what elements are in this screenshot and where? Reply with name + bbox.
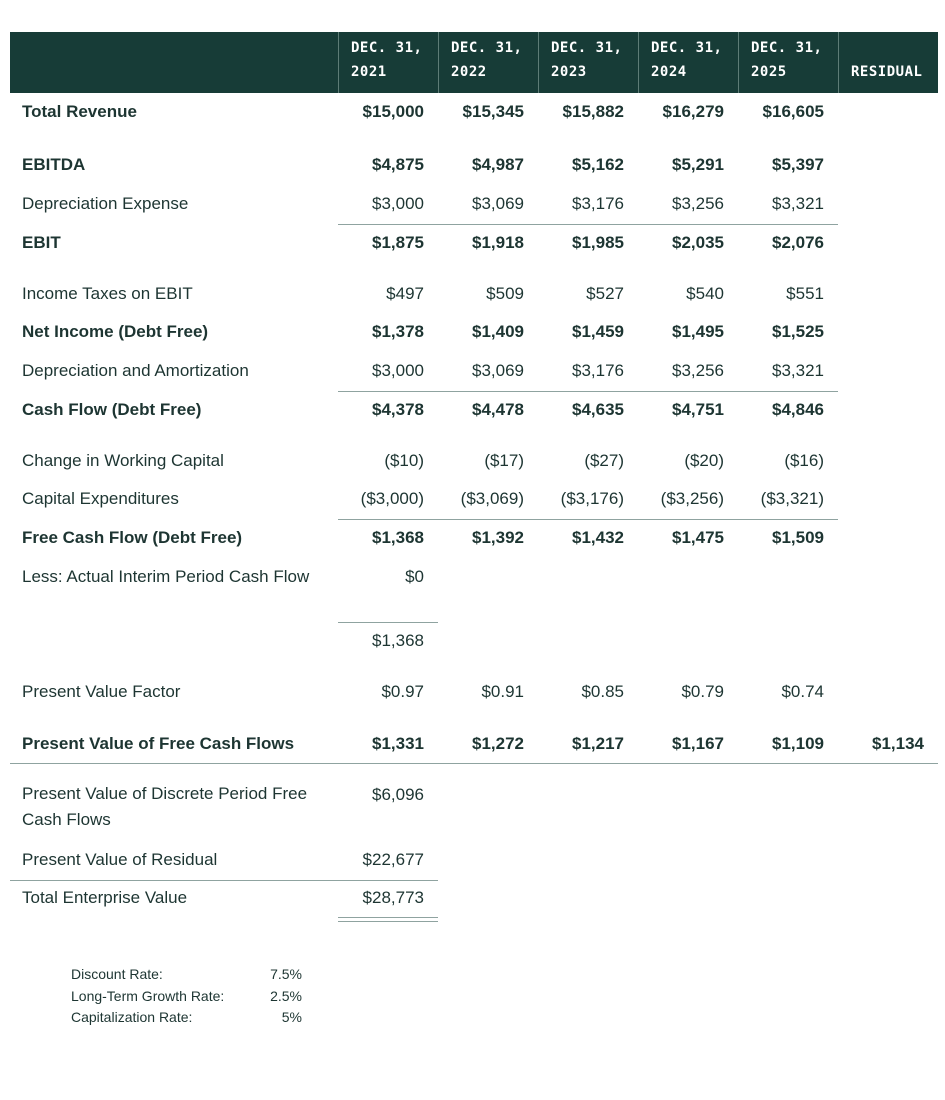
table-cell: $527 bbox=[586, 284, 624, 303]
column-header-3 bbox=[538, 32, 638, 93]
table-cell: $0.91 bbox=[481, 682, 524, 701]
row-label-cash-flow: Cash Flow (Debt Free) bbox=[22, 400, 202, 419]
table-cell: $1,331 bbox=[372, 734, 424, 753]
summary-value-pv-discrete: $6,096 bbox=[372, 785, 424, 804]
table-cell: $1,432 bbox=[572, 528, 624, 547]
table-cell: $1,918 bbox=[472, 233, 524, 252]
table-cell: $1,368 bbox=[372, 528, 424, 547]
table-cell: $551 bbox=[786, 284, 824, 303]
table-cell: $1,109 bbox=[772, 734, 824, 753]
column-header-1 bbox=[338, 32, 438, 93]
table-cell: $5,291 bbox=[672, 155, 724, 174]
row-label-dep-amort: Depreciation and Amortization bbox=[22, 361, 249, 380]
row-label-depreciation-expense: Depreciation Expense bbox=[22, 194, 189, 213]
table-cell: $1,985 bbox=[572, 233, 624, 252]
table-cell: ($3,000) bbox=[360, 489, 424, 508]
table-cell: ($3,321) bbox=[760, 489, 824, 508]
summary-label-pv-discrete: Present Value of Discrete Period Free Cash Flows bbox=[22, 784, 308, 829]
table-cell: $3,321 bbox=[772, 361, 824, 380]
table-cell: $497 bbox=[386, 284, 424, 303]
column-header-4 bbox=[638, 32, 738, 93]
summary-value-pv-residual: $22,677 bbox=[362, 850, 424, 869]
table-cell: $4,751 bbox=[672, 400, 724, 419]
table-cell: $15,345 bbox=[462, 102, 524, 121]
divider bbox=[10, 880, 438, 881]
table-cell: ($3,069) bbox=[460, 489, 524, 508]
column-header-label: DEC. 31, 2022 bbox=[451, 40, 523, 80]
summary-value-total-ev: $28,773 bbox=[362, 888, 424, 907]
table-cell: $3,000 bbox=[372, 361, 424, 380]
table-cell: $1,217 bbox=[572, 734, 624, 753]
table-cell: $0.74 bbox=[781, 682, 824, 701]
table-cell: $1,409 bbox=[472, 322, 524, 341]
table-cell: $3,176 bbox=[572, 194, 624, 213]
table-cell: ($27) bbox=[584, 451, 624, 470]
table-cell: $4,378 bbox=[372, 400, 424, 419]
rate-label: Long-Term Growth Rate: bbox=[71, 988, 225, 1004]
table-cell: $3,069 bbox=[472, 361, 524, 380]
divider bbox=[338, 519, 838, 520]
table-cell: $3,069 bbox=[472, 194, 524, 213]
table-cell: $4,846 bbox=[772, 400, 824, 419]
table-cell: $1,134 bbox=[872, 734, 924, 753]
rate-value: 7.5% bbox=[270, 966, 302, 982]
summary-label-pv-residual: Present Value of Residual bbox=[22, 850, 218, 869]
table-cell: $1,875 bbox=[372, 233, 424, 252]
row-label-income-taxes: Income Taxes on EBIT bbox=[22, 284, 193, 303]
rate-value: 2.5% bbox=[270, 988, 302, 1004]
table-cell: ($3,256) bbox=[660, 489, 724, 508]
table-cell: $1,459 bbox=[572, 322, 624, 341]
row-label-ebit: EBIT bbox=[22, 233, 61, 252]
table-cell: $3,256 bbox=[672, 194, 724, 213]
row-label-pv-factor: Present Value Factor bbox=[22, 682, 181, 701]
table-cell: ($10) bbox=[384, 451, 424, 470]
table-cell: $1,392 bbox=[472, 528, 524, 547]
table-cell: $0 bbox=[405, 567, 424, 586]
row-label-working-capital: Change in Working Capital bbox=[22, 451, 224, 470]
column-header-label: RESIDUAL bbox=[851, 64, 923, 80]
table-cell: $2,076 bbox=[772, 233, 824, 252]
table-cell: $509 bbox=[486, 284, 524, 303]
summary-label-total-ev: Total Enterprise Value bbox=[22, 888, 188, 907]
table-cell: $3,176 bbox=[572, 361, 624, 380]
table-cell: $1,368 bbox=[372, 631, 424, 650]
table-cell: $15,882 bbox=[562, 102, 624, 121]
table-cell: $1,378 bbox=[372, 322, 424, 341]
rate-label: Capitalization Rate: bbox=[71, 1009, 193, 1025]
row-label-ebitda: EBITDA bbox=[22, 155, 86, 174]
double-underline bbox=[338, 917, 438, 922]
table-cell: $1,272 bbox=[472, 734, 524, 753]
divider bbox=[338, 224, 838, 225]
table-header bbox=[10, 32, 938, 93]
divider bbox=[338, 622, 438, 623]
column-header-2 bbox=[438, 32, 538, 93]
row-label-interim: Less: Actual Interim Period Cash Flow bbox=[22, 567, 310, 586]
table-cell: $1,475 bbox=[672, 528, 724, 547]
table-cell: $16,605 bbox=[762, 102, 824, 121]
table-cell: $16,279 bbox=[662, 102, 724, 121]
table-cell: $3,000 bbox=[372, 194, 424, 213]
table-cell: $4,875 bbox=[372, 155, 424, 174]
table-cell: $0.79 bbox=[681, 682, 724, 701]
table-cell: ($16) bbox=[784, 451, 824, 470]
rate-value: 5% bbox=[281, 1009, 302, 1025]
table-cell: $15,000 bbox=[362, 102, 424, 121]
row-label-net-income: Net Income (Debt Free) bbox=[22, 322, 209, 341]
table-cell: $0.97 bbox=[381, 682, 424, 701]
divider bbox=[338, 391, 838, 392]
table-cell: ($20) bbox=[684, 451, 724, 470]
column-header-5 bbox=[738, 32, 838, 93]
column-header-label: DEC. 31, 2024 bbox=[651, 40, 723, 80]
divider bbox=[10, 763, 938, 764]
table-cell: ($3,176) bbox=[560, 489, 624, 508]
row-label-total-revenue: Total Revenue bbox=[22, 102, 137, 121]
table-cell: $4,635 bbox=[572, 400, 624, 419]
column-header-label: DEC. 31, 2021 bbox=[351, 40, 423, 80]
table-cell: $2,035 bbox=[672, 233, 724, 252]
table-cell: $540 bbox=[686, 284, 724, 303]
rate-label: Discount Rate: bbox=[71, 966, 163, 982]
row-label-capex: Capital Expenditures bbox=[22, 489, 179, 508]
table-cell: $4,987 bbox=[472, 155, 524, 174]
table-cell: ($17) bbox=[484, 451, 524, 470]
column-header-label: DEC. 31, 2025 bbox=[751, 40, 823, 80]
table-cell: $0.85 bbox=[581, 682, 624, 701]
table-cell: $3,256 bbox=[672, 361, 724, 380]
table-cell: $1,509 bbox=[772, 528, 824, 547]
column-header-6 bbox=[838, 32, 938, 93]
table-cell: $1,525 bbox=[772, 322, 824, 341]
table-cell: $1,167 bbox=[672, 734, 724, 753]
row-label-pv-fcf: Present Value of Free Cash Flows bbox=[22, 734, 295, 753]
row-label-free-cash-flow: Free Cash Flow (Debt Free) bbox=[22, 528, 243, 547]
table-cell: $4,478 bbox=[472, 400, 524, 419]
table-cell: $1,495 bbox=[672, 322, 724, 341]
table-cell: $3,321 bbox=[772, 194, 824, 213]
table-cell: $5,397 bbox=[772, 155, 824, 174]
table-cell: $5,162 bbox=[572, 155, 624, 174]
column-header-label: DEC. 31, 2023 bbox=[551, 40, 623, 80]
